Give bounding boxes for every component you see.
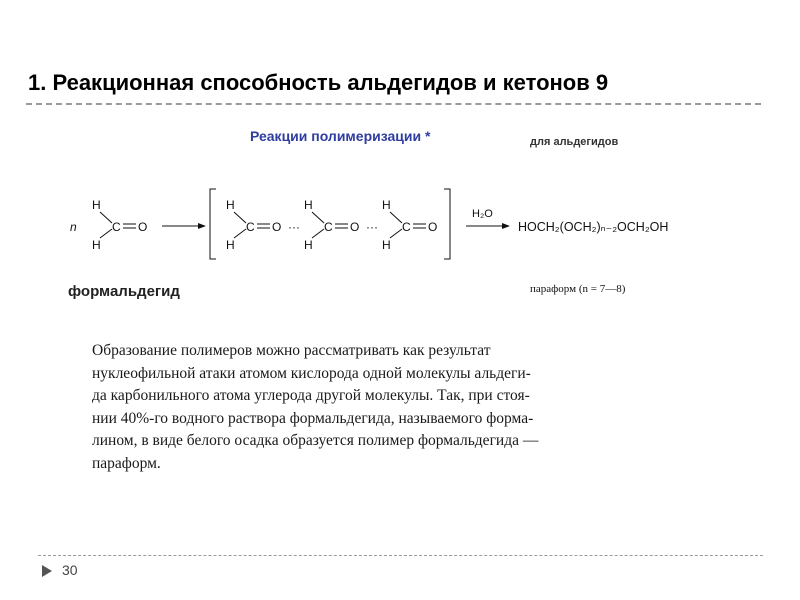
bond (234, 212, 246, 223)
bond (234, 229, 246, 238)
bracket-left (210, 189, 216, 259)
atom-c: C (402, 220, 411, 234)
paraform-label (530, 283, 625, 295)
aldehyde-note: для альдегидов (530, 136, 619, 148)
polymerization-scheme (70, 185, 710, 260)
atom-h: H (226, 198, 235, 212)
product-formula: HOCH₂(OCH₂)ₙ₋₂OCH₂OH (518, 220, 669, 234)
slide-title: 1. Реакционная способность альдегидов и кетонов 9 (28, 70, 609, 95)
formaldehyde-label: формальдегид (68, 283, 180, 300)
atom-h: H (382, 238, 391, 252)
paragraph-line: лином, в виде белого осадка образуется полимер формальдегида — (92, 432, 539, 449)
bond (100, 229, 112, 238)
paragraph-line: нии 40%-го водного раствора формальдегида, называемого форма- (92, 409, 534, 427)
title-divider (26, 103, 761, 105)
paragraph-line: нуклеофильной атаки атомом кислорода одной молекулы альдеги- (92, 364, 531, 382)
interaction-dots: ··· (366, 220, 378, 234)
bond (100, 212, 112, 223)
reagent-water: H₂O (472, 208, 493, 220)
section-subtitle: Реакции полимеризации * (250, 128, 431, 144)
paraform-condition: (n = 7—8) (578, 283, 626, 295)
bond (390, 229, 402, 238)
bond (312, 212, 324, 223)
atom-o: O (428, 220, 438, 234)
atom-h: H (226, 238, 235, 252)
arrow-head (198, 223, 206, 229)
atom-c: C (324, 220, 333, 234)
atom-c: C (112, 220, 121, 234)
coefficient-n: n (70, 220, 77, 234)
bond (390, 212, 402, 223)
bond (312, 229, 324, 238)
atom-h: H (304, 238, 313, 252)
arrow-head (502, 223, 510, 229)
paragraph-line: параформ. (92, 454, 161, 472)
atom-h: H (304, 198, 313, 212)
description-paragraph (92, 340, 692, 475)
paragraph-line: да карбонильного атома углерода другой молекулы. Так, при стоя- (92, 387, 530, 404)
page-number: 30 (62, 562, 78, 578)
atom-o: O (138, 220, 148, 234)
paraform-name: параформ (530, 283, 577, 295)
paragraph-line: Образование полимеров можно рассматривать как результат (92, 342, 491, 359)
atom-h: H (382, 198, 391, 212)
interaction-dots: ··· (288, 220, 300, 234)
atom-h: H (92, 198, 101, 212)
triangle-arrow-icon (42, 565, 52, 577)
atom-o: O (350, 220, 360, 234)
bracket-right (444, 189, 450, 259)
atom-c: C (246, 220, 255, 234)
footer-divider (38, 555, 763, 556)
atom-o: O (272, 220, 282, 234)
atom-h: H (92, 238, 101, 252)
